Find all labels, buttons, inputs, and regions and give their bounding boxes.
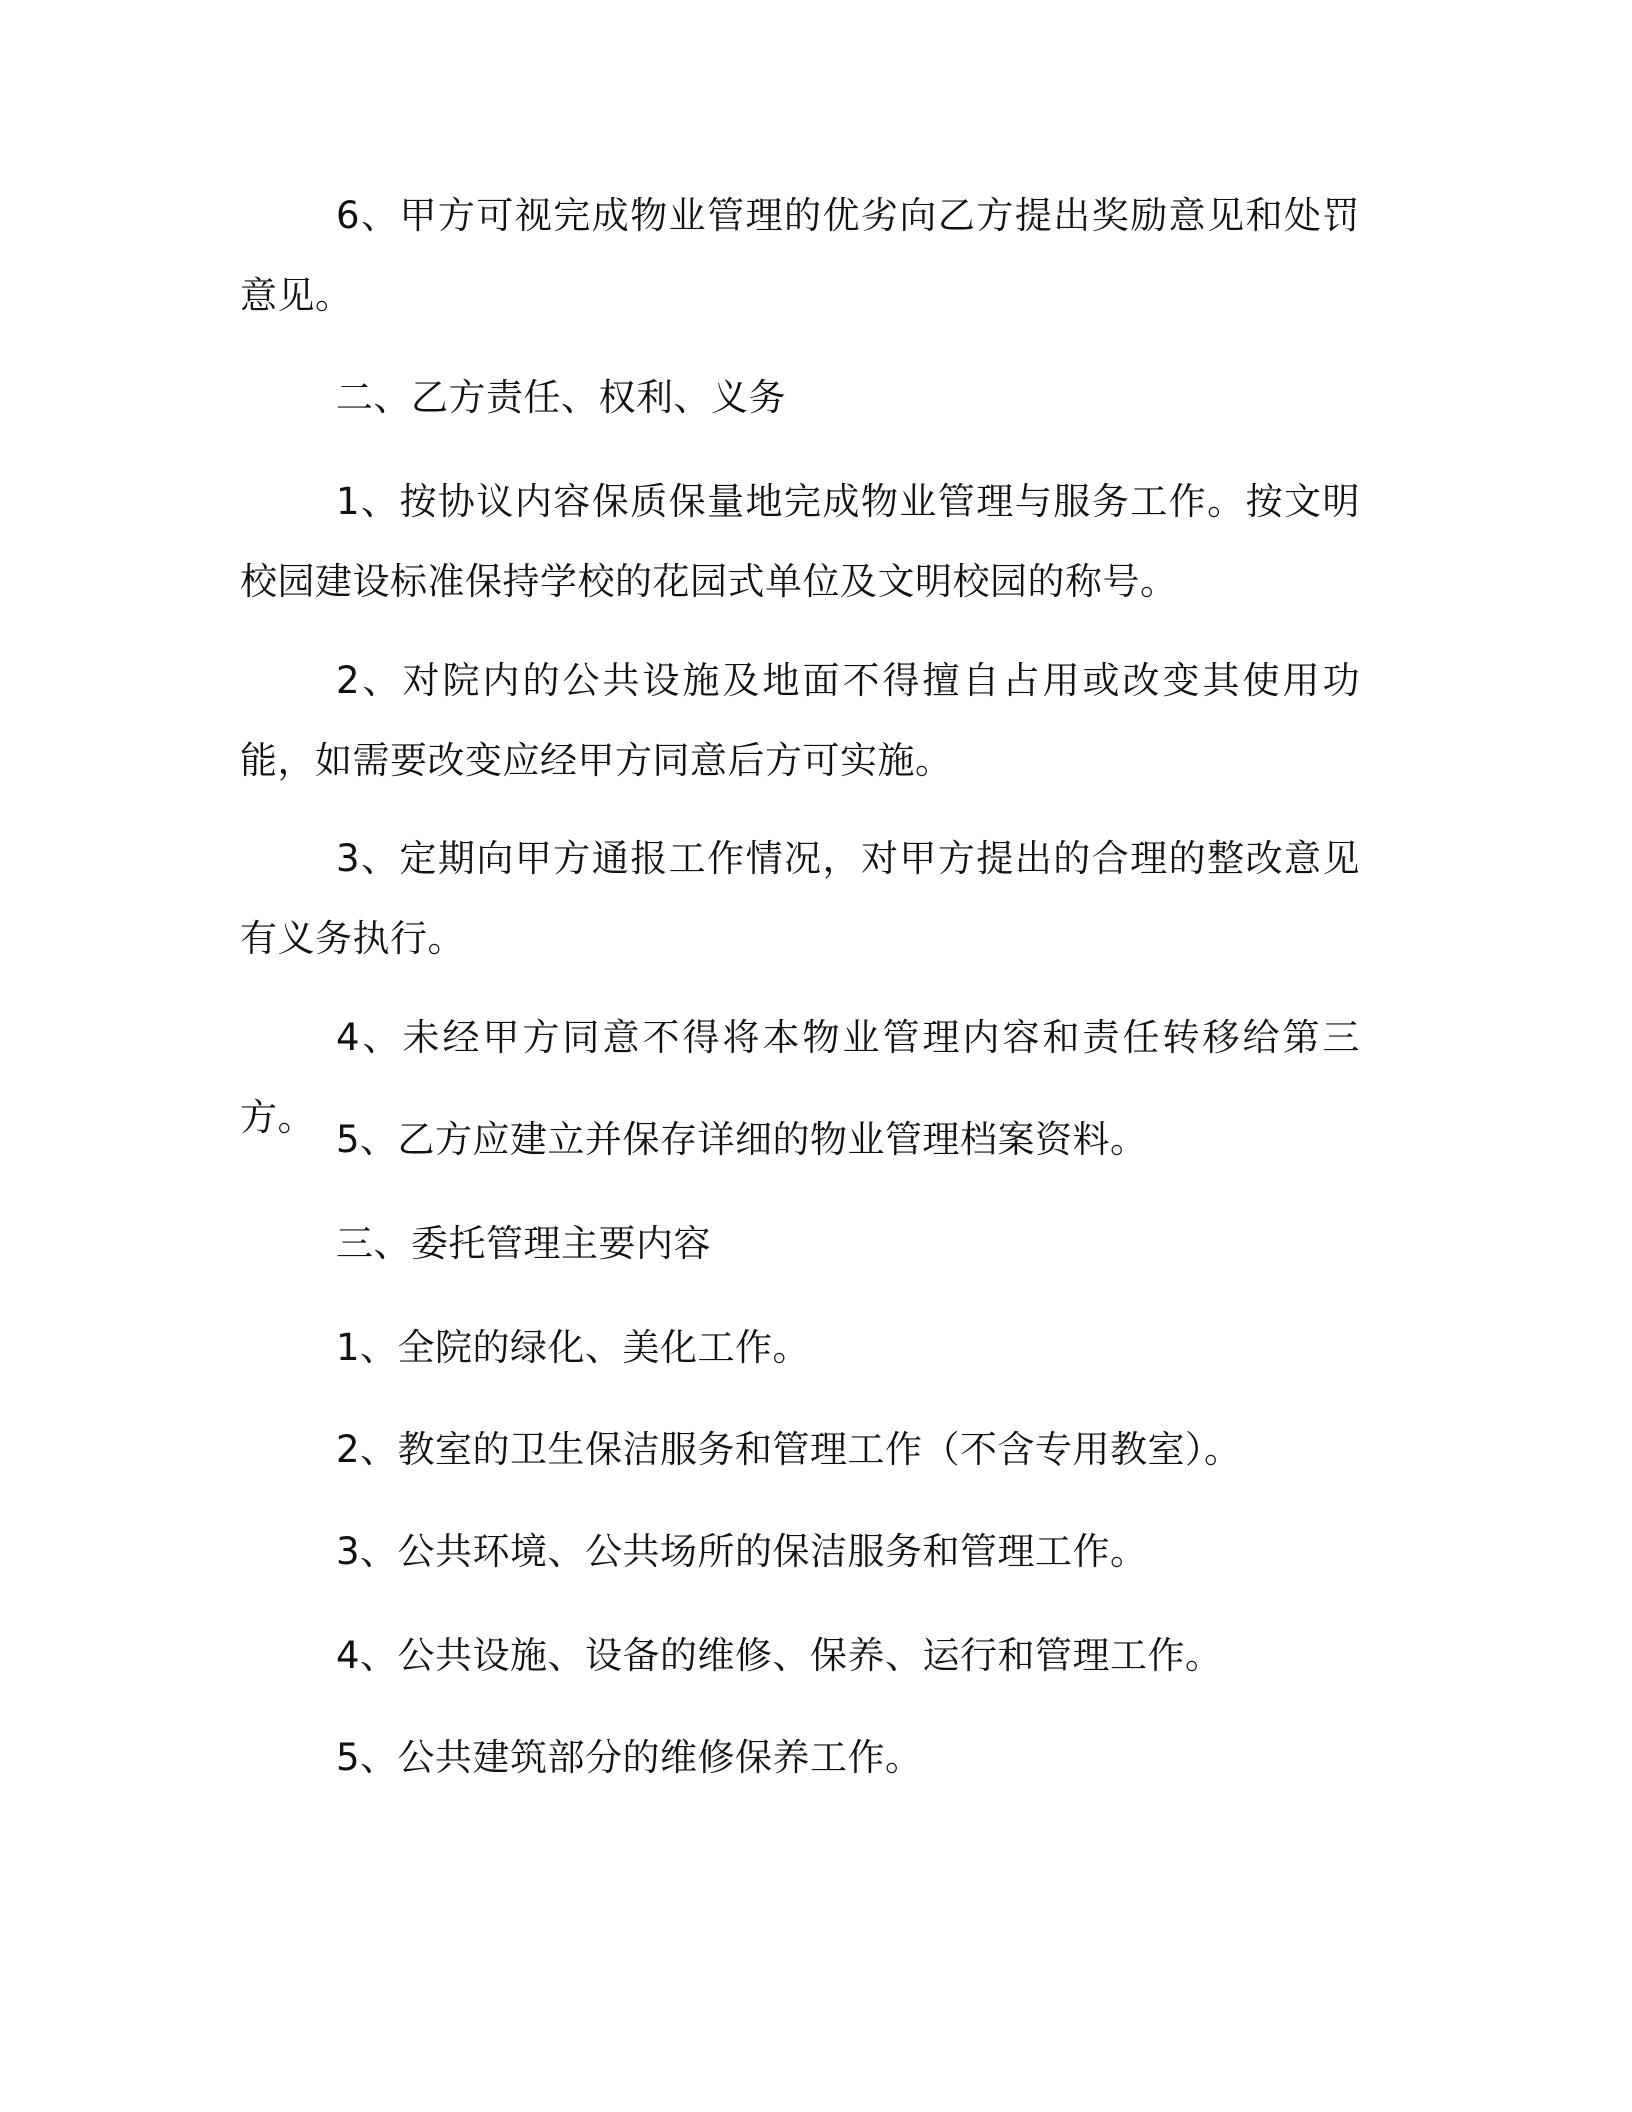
paragraph-content-item-3: 3、公共环境、公共场所的保洁服务和管理工作。: [336, 1530, 1148, 1573]
paragraph-party-a-item-6: 6、甲方可视完成物业管理的优劣向乙方提出奖励意见和处罚意见。: [240, 194, 1360, 317]
paragraph-party-b-item-4: 4、未经甲方同意不得将本物业管理内容和责任转移给第三方。: [240, 1016, 1360, 1139]
paragraph-party-b-item-3: 3、定期向甲方通报工作情况，对甲方提出的合理的整改意见有义务执行。: [240, 837, 1360, 960]
paragraph-content-item-4: 4、公共设施、设备的维修、保养、运行和管理工作。: [336, 1634, 1223, 1677]
paragraph-party-b-item-1: 1、按协议内容保质保量地完成物业管理与服务工作。按文明校园建设标准保持学校的花园式单位及文明校园的称号。: [240, 480, 1360, 603]
section-heading-party-b: 二、乙方责任、权利、义务: [336, 376, 786, 419]
section-heading-management-content: 三、委托管理主要内容: [336, 1222, 711, 1265]
paragraph-content-item-5: 5、公共建筑部分的维修保养工作。: [336, 1736, 923, 1779]
paragraph-content-item-2: 2、教室的卫生保洁服务和管理工作（不含专用教室）。: [336, 1428, 1242, 1471]
paragraph-party-b-item-2: 2、对院内的公共设施及地面不得擅自占用或改变其使用功能，如需要改变应经甲方同意后方可实施。: [240, 659, 1360, 782]
paragraph-party-b-item-5: 5、乙方应建立并保存详细的物业管理档案资料。: [336, 1118, 1148, 1161]
paragraph-content-item-1: 1、全院的绿化、美化工作。: [336, 1326, 811, 1369]
